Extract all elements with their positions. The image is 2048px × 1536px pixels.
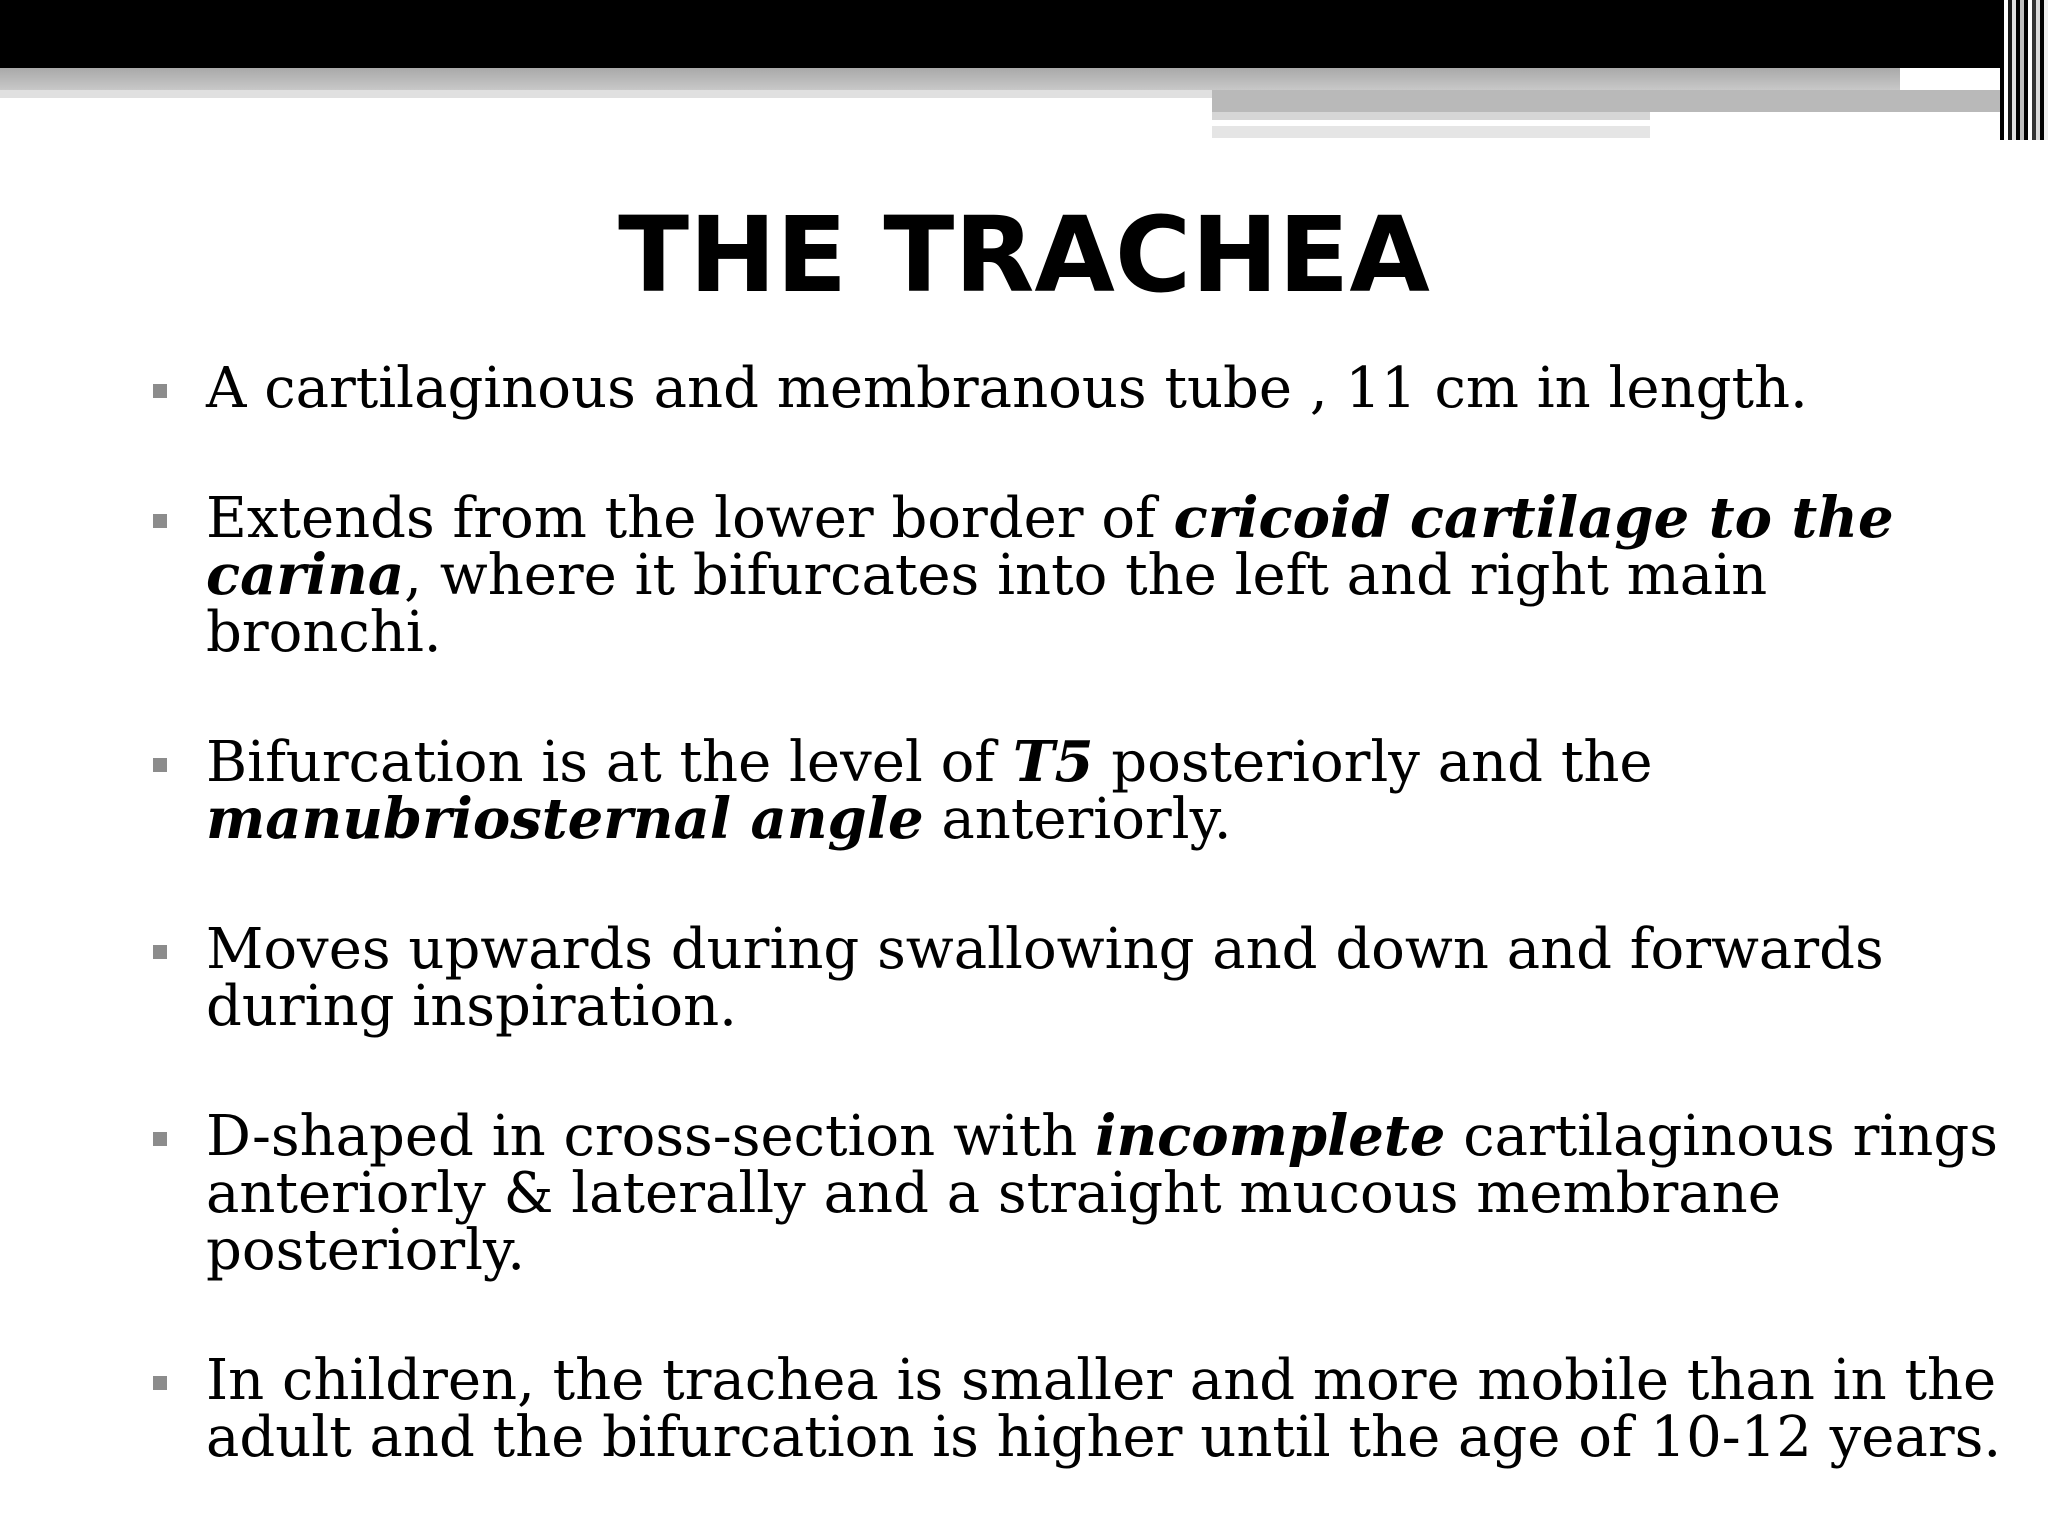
- bullet-text: D-shaped in cross-section with: [206, 1104, 1096, 1169]
- bullet-item: [150, 729, 2010, 852]
- bullet-text: In children, the trachea is smaller and more mobile than in the adult and the bifurcation is higher until the age of 10-12 years.: [206, 1348, 2002, 1470]
- bullet-text: cartilaginous rings anteriorly & laterally and a straight mucous membrane posteriorly.: [206, 1104, 1998, 1283]
- bullet-item: [150, 917, 2010, 1039]
- square-bullet-icon: [153, 1132, 167, 1146]
- emphasis-text: incomplete: [1095, 1103, 1446, 1169]
- square-bullet-icon: [153, 758, 167, 772]
- square-bullet-icon: [153, 384, 167, 398]
- bullet-text: Bifurcation is at the level of: [206, 730, 1013, 795]
- square-bullet-icon: [153, 945, 167, 959]
- bullet-text: anteriorly.: [923, 787, 1232, 852]
- stripe: [2044, 0, 2048, 140]
- bullet-item: [150, 485, 2010, 665]
- square-bullet-icon: [153, 1376, 167, 1390]
- bullet-list: [150, 356, 2010, 1536]
- emphasis-text: T5: [1012, 729, 1094, 795]
- bullet-text: , where it bifurcates into the left and right main bronchi.: [206, 543, 1768, 665]
- header-accent-bar: [1212, 90, 2008, 112]
- bullet-text: Extends from the lower border of: [206, 486, 1174, 551]
- bullet-item: [150, 1103, 2010, 1283]
- header-accent-bar: [0, 90, 1212, 98]
- bullet-item: [150, 356, 2010, 421]
- emphasis-text: manubriosternal angle: [206, 786, 924, 852]
- bullet-text: A cartilaginous and membranous tube , 11 cm in length.: [206, 356, 1808, 421]
- corner-stripes: [2000, 0, 2048, 140]
- bullet-text: posteriorly and the: [1093, 730, 1653, 795]
- bullet-text: Moves upwards during swallowing and down and forwards during inspiration.: [206, 917, 1884, 1039]
- emphasis-text: cricoid cartilage to the carina: [206, 485, 1894, 608]
- bullet-item: [150, 1348, 2010, 1470]
- header-bar: [0, 0, 2048, 68]
- header-accent-bar: [1212, 126, 1650, 138]
- square-bullet-icon: [153, 514, 167, 528]
- header-accent-bar: [0, 68, 1900, 90]
- header-accent-bar: [1212, 112, 1650, 120]
- slide-title: THE TRACHEA: [618, 194, 1430, 316]
